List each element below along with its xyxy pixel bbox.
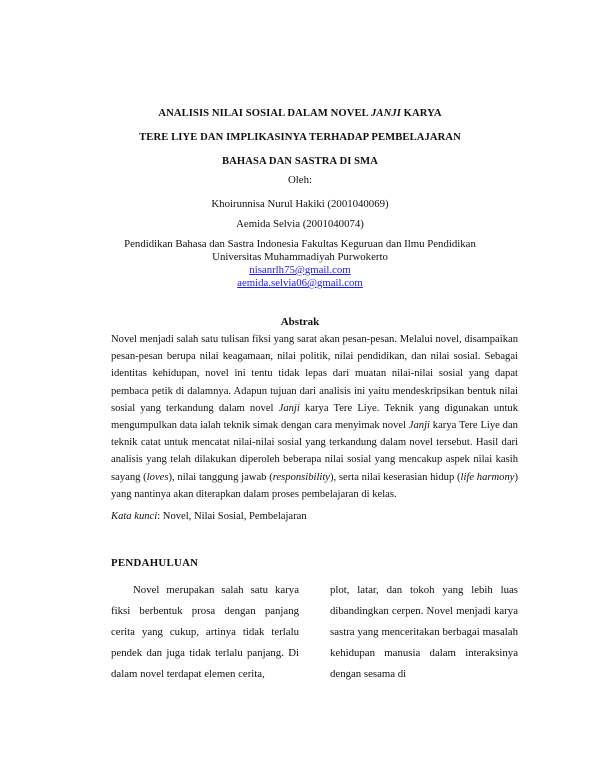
affiliation-line-1: Pendidikan Bahasa dan Sastra Indonesia Fakultas Keguruan dan Ilmu Pendidikan: [124, 238, 476, 250]
keywords-line: [111, 511, 307, 522]
email-2-row: [80, 277, 520, 289]
author-2: Aemida Selvia (2001040074): [236, 218, 364, 230]
abstract-italic-1: Janji: [278, 402, 300, 414]
abstract-paragraph: [111, 331, 518, 503]
byline: Oleh:: [288, 174, 312, 186]
affiliation-line-2: Universitas Muhammadiyah Purwokerto: [212, 251, 388, 263]
title-line-1: [110, 108, 490, 119]
abstract-italic-3: loves: [146, 471, 169, 483]
keywords-label: Kata kunci: [111, 511, 158, 522]
abstract-italic-5: life harmony: [460, 471, 515, 483]
keywords-text: : Novel, Nilai Sosial, Pembelajaran: [157, 511, 307, 522]
email-link-1[interactable]: nisanrlh75@gmail.com: [249, 264, 351, 276]
abstract-text-4: ), nilai tanggung jawab (: [168, 471, 273, 483]
title-line-3: BAHASA DAN SASTRA DI SMA: [221, 156, 379, 167]
title-line-1-prefix: ANALISIS NILAI SOSIAL DALAM NOVEL: [158, 108, 371, 119]
abstract-text-6: ) yang nantinya akan diterapkan dalam proses pembelajaran di kelas.: [111, 471, 519, 500]
body-column-left: Novel merupakan salah satu karya fiksi berbentuk prosa dengan panjang cerita yang cukup, artinya tidak terlalu pendek dan juga tidak terlalu panjang. Di dalam novel terdapat elemen cerita,: [111, 584, 299, 680]
abstract-italic-4: responsibility: [272, 471, 331, 483]
author-1: Khoirunnisa Nurul Hakiki (2001040069): [211, 198, 389, 210]
title-line-2: TERE LIYE DAN IMPLIKASINYA TERHADAP PEMBELAJARAN: [139, 132, 461, 143]
abstract-italic-2: Janji: [408, 420, 430, 432]
abstract-heading: Abstrak: [280, 316, 320, 328]
abstract-text-3: karya Tere Liye dan teknik catat untuk mencatat nilai-nilai sosial yang terkandung dalam novel tersebut. Hasil dari analisis yang telah dilakukan diperoleh beberapa nilai sosial yang mencakup aspek nilai kasih sayang (: [111, 420, 518, 483]
title-line-1-suffix: KARYA: [400, 108, 442, 119]
email-1-row: [80, 264, 520, 276]
title-italic-novel-name: JANJI: [371, 108, 401, 119]
section-heading-pendahuluan: PENDAHULUAN: [111, 557, 199, 569]
abstract-text-2: karya Tere Liye. Teknik yang digunakan untuk mengumpulkan data ialah teknik simak dengan cara menyimak novel: [111, 402, 518, 432]
abstract-text-1: Novel menjadi salah satu tulisan fiksi yang sarat akan pesan-pesan. Melalui novel, disampaikan pesan-pesan berupa nilai keagamaan, nilai politik, nilai pendidikan, dan nilai sosial. Sebagai identitas kehidupan, novel ini tentu tidak lepas dari muatan nilai-nilai sosial yang dapat pembaca petik di dalamnya. Adapun tujuan dari analisis ini yaitu mendeskripsikan bentuk nilai sosial yang terkandung dalam novel: [111, 334, 518, 414]
email-link-2[interactable]: aemida.selvia06@gmail.com: [237, 277, 363, 289]
body-column-right: plot, latar, dan tokoh yang lebih luas dibandingkan cerpen. Novel menjadi karya sastra yang menceritakan berbagai masalah kehidupan manusia dalam interaksinya dengan sesama di: [330, 584, 518, 680]
abstract-text-5: ), serta nilai keserasian hidup (: [330, 471, 461, 483]
